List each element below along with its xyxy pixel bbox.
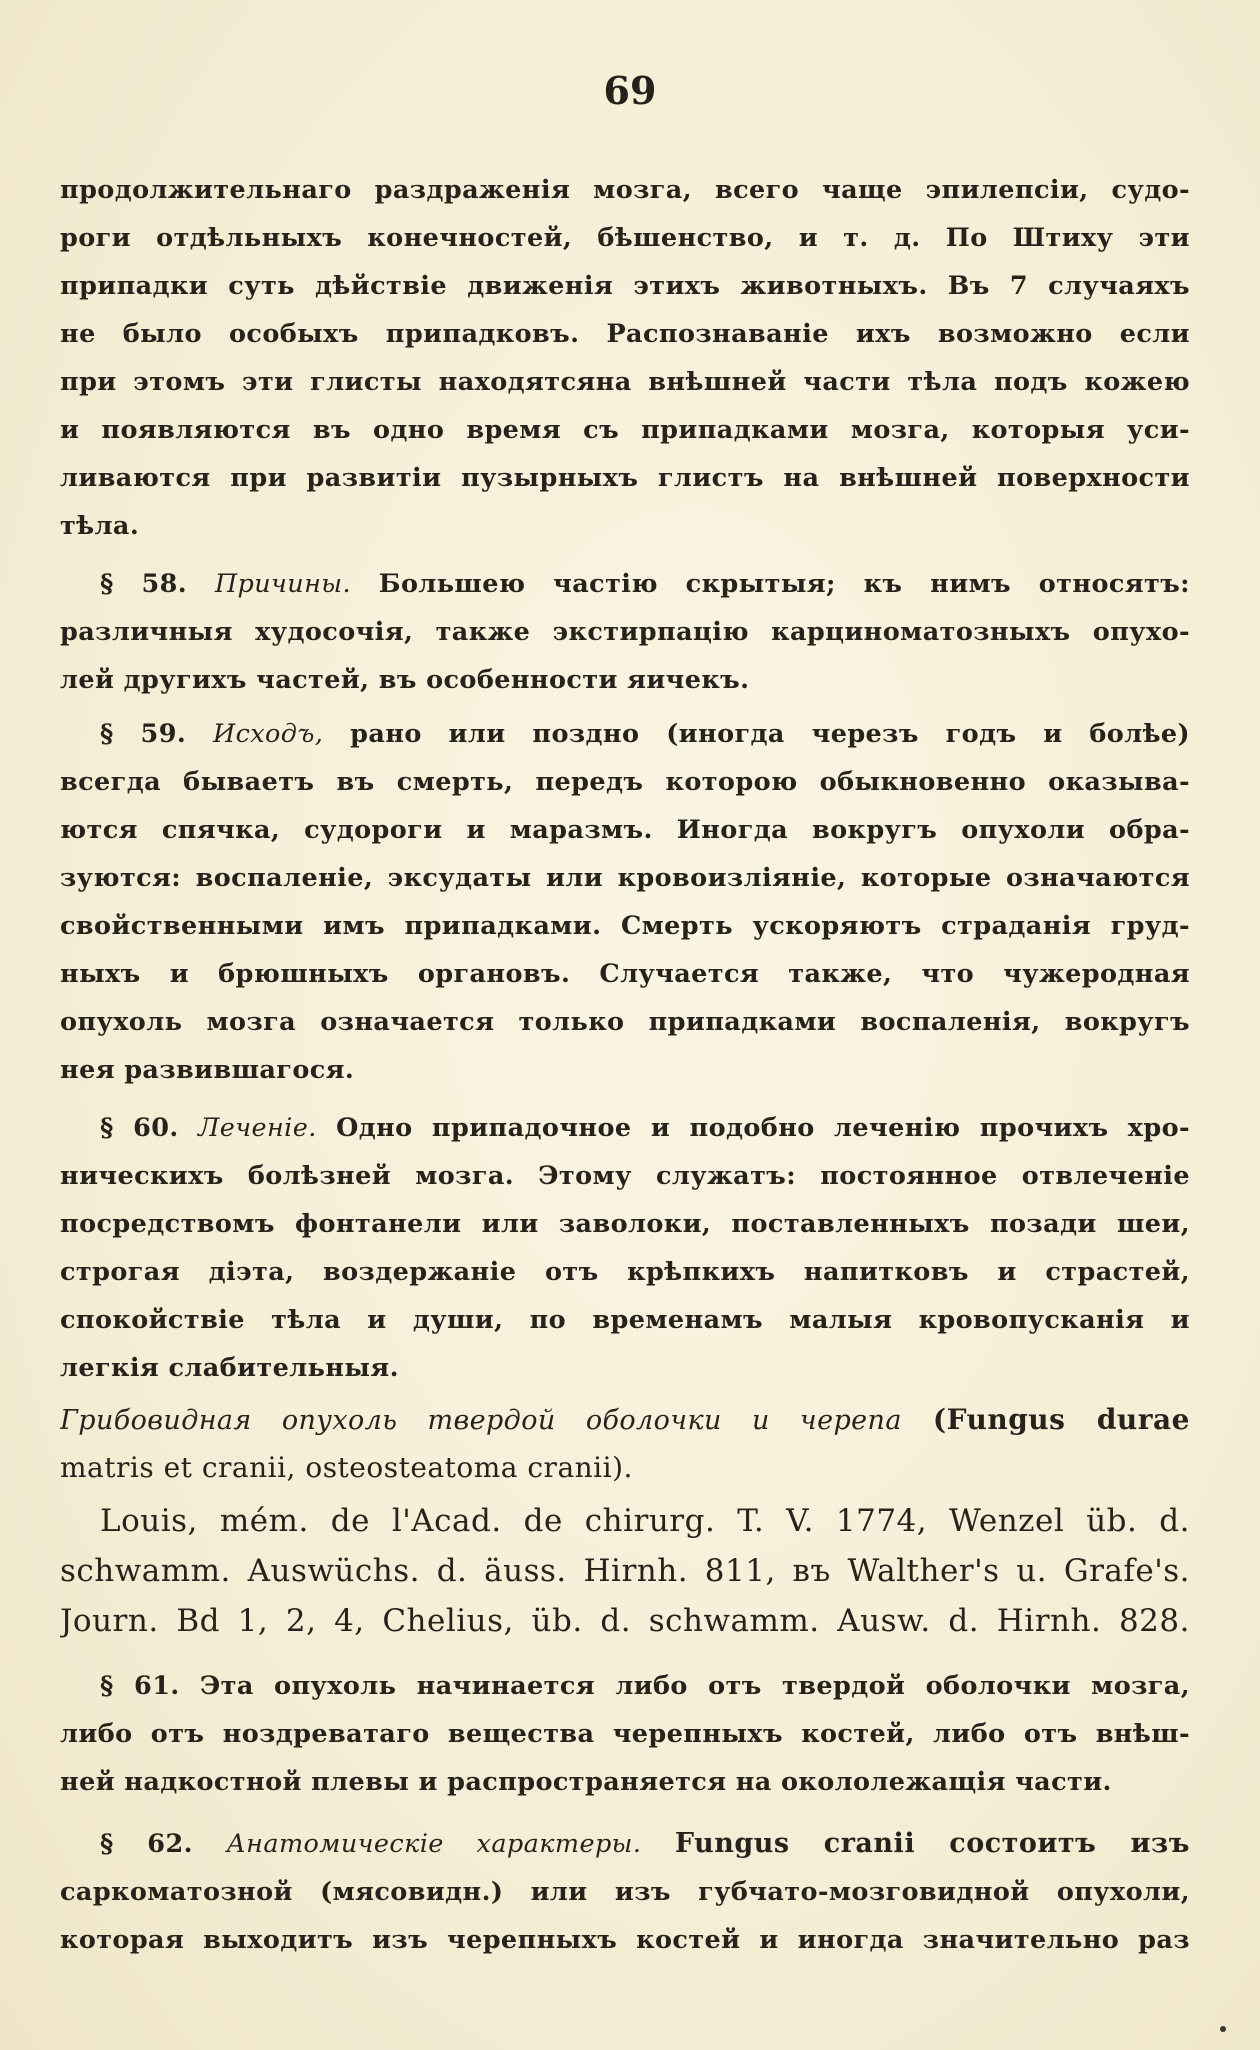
- section-heading: Анатомическіе характеры.: [226, 1829, 642, 1859]
- text-line: либо отъ ноздреватаго вещества черепныхъ костей, либо отъ внѣш-: [60, 1719, 1190, 1749]
- text-line: саркоматозной (мясовидн.) или изъ губчато-мозговидной опухоли,: [60, 1877, 1190, 1907]
- section-heading: Леченіе.: [198, 1113, 317, 1143]
- text-line: припадки суть дѣйствіе движенія этихъ животныхъ. Въ 7 случаяхъ: [60, 271, 1190, 301]
- text-line: всегда бываетъ въ смерть, передъ которою обыкновенно оказыва-: [60, 767, 1190, 797]
- section-title-line: [60, 1396, 1190, 1444]
- text-line: тѣла.: [60, 511, 140, 541]
- text-fragment: рано или поздно (иногда черезъ годъ и болѣе): [350, 719, 1190, 749]
- text-line: спокойствіе тѣла и души, по временамъ малыя кровопусканія и: [60, 1305, 1190, 1335]
- section-heading: Причины.: [214, 569, 351, 599]
- page-number: 69: [603, 68, 657, 113]
- text-line: ются спячка, судороги и маразмъ. Иногда вокругъ опухоли обра-: [60, 815, 1190, 845]
- text-line: строгая діэта, воздержаніе отъ крѣпкихъ напитковъ и страстей,: [60, 1257, 1190, 1287]
- section-mark: § 58.: [100, 569, 188, 599]
- references-block: [60, 1496, 1190, 1646]
- section-60: [60, 1104, 1190, 1392]
- section-first-line: [60, 710, 1190, 758]
- text-fragment: Большею частію скрытыя; къ нимъ относятъ:: [378, 569, 1190, 599]
- section-title: Грибовидная опухоль твердой оболочки и черепа: [60, 1405, 902, 1436]
- text-line: не было особыхъ припадковъ. Распознаваніе ихъ возможно если: [60, 319, 1190, 349]
- section-59: [60, 710, 1190, 1094]
- section-mark: § 61.: [100, 1671, 180, 1701]
- section-first-line: [60, 1662, 1190, 1710]
- text-line: ней надкостной плевы и распространяется на окололежащія части.: [60, 1767, 1112, 1797]
- text-line: продолжительнаго раздраженія мозга, всего чаще эпилепсіи, судо-: [60, 175, 1190, 205]
- reference-line: schwamm. Auswüchs. d. äuss. Hirnh. 811, въ Walther's u. Grafe's.: [60, 1553, 1190, 1589]
- text-line: лей другихъ частей, въ особенности яичекъ.: [60, 665, 750, 695]
- section-first-line: [60, 560, 1190, 608]
- section-heading: Исходъ,: [212, 719, 324, 749]
- fungus-section-title: [60, 1396, 1190, 1492]
- text-line: роги отдѣльныхъ конечностей, бѣшенство, и т. д. По Штиху эти: [60, 223, 1190, 253]
- section-62: [60, 1820, 1190, 1964]
- section-mark: § 59.: [100, 719, 187, 749]
- section-61: [60, 1662, 1190, 1806]
- text-fragment: Эта опухоль начинается либо отъ твердой оболочки мозга,: [199, 1671, 1190, 1701]
- section-mark: § 60.: [100, 1113, 179, 1143]
- text-line: различныя худосочія, также экстирпацію карциноматозныхъ опухо-: [60, 617, 1190, 647]
- text-line: ническихъ болѣзней мозга. Этому служатъ: постоянное отвлеченіе: [60, 1161, 1190, 1191]
- paragraph-continued: [60, 166, 1190, 550]
- section-first-line: [60, 1104, 1190, 1152]
- text-line: ливаются при развитіи пузырныхъ глистъ на внѣшней поверхности: [60, 463, 1190, 493]
- section-58: [60, 560, 1190, 704]
- reference-line: Journ. Bd 1, 2, 4, Chelius, üb. d. schwamm. Ausw. d. Hirnh. 828.: [60, 1603, 1190, 1639]
- reference-line: Louis, mém. de l'Acad. de chirurg. T. V. 1774, Wenzel üb. d.: [100, 1503, 1190, 1539]
- text-fragment: Fungus cranii состоитъ изъ: [674, 1828, 1190, 1859]
- text-fragment: Одно припадочное и подобно леченію прочихъ хро-: [336, 1113, 1190, 1143]
- text-line: ныхъ и брюшныхъ органовъ. Случается также, что чужеродная: [60, 959, 1190, 989]
- text-line: легкія слабительныя.: [60, 1353, 399, 1383]
- text-line: нея развившагося.: [60, 1055, 355, 1085]
- section-mark: § 62.: [100, 1829, 193, 1859]
- section-first-line: [60, 1820, 1190, 1868]
- print-speck: [1220, 2026, 1226, 2032]
- latin-name: (Fungus durae: [932, 1403, 1190, 1436]
- text-line: при этомъ эти глисты находятсяна внѣшней части тѣла подъ кожею: [60, 367, 1190, 397]
- text-line: свойственными имъ припадками. Смерть ускоряютъ страданія груд-: [60, 911, 1190, 941]
- text-line: зуются: воспаленіе, эксудаты или кровоизліяніе, которые означаются: [60, 863, 1190, 893]
- latin-name-continued: matris et cranii, osteosteatoma cranii).: [60, 1451, 633, 1484]
- text-line: посредствомъ фонтанели или заволоки, поставленныхъ позади шеи,: [60, 1209, 1190, 1239]
- text-line: и появляются въ одно время съ припадками мозга, которыя уси-: [60, 415, 1190, 445]
- text-line: опухоль мозга означается только припадками воспаленія, вокругъ: [60, 1007, 1190, 1037]
- text-line: которая выходитъ изъ черепныхъ костей и иногда значительно раз: [60, 1925, 1190, 1955]
